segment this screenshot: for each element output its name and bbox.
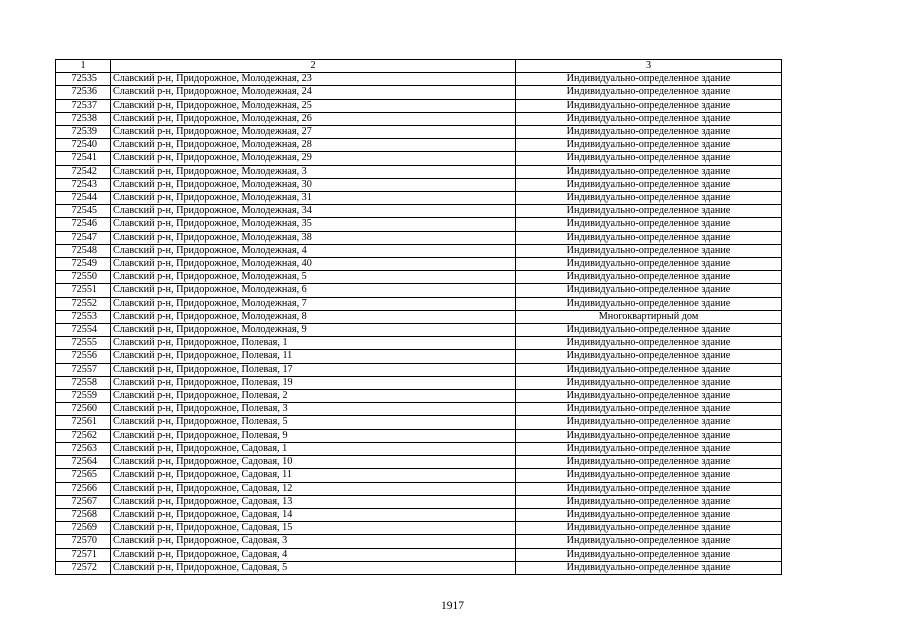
- record-number-cell: 72562: [56, 429, 111, 442]
- table-row: [56, 218, 782, 231]
- record-number-cell: 72542: [56, 165, 111, 178]
- address-cell: Славский р-н, Придорожное, Молодежная, 25: [111, 99, 516, 112]
- record-number-cell: 72571: [56, 548, 111, 561]
- object-type-cell: Индивидуально-определенное здание: [516, 192, 782, 205]
- table-header-row: [56, 60, 782, 73]
- object-type-cell: Индивидуально-определенное здание: [516, 297, 782, 310]
- address-cell: Славский р-н, Придорожное, Молодежная, 4: [111, 244, 516, 257]
- record-number-cell: 72543: [56, 178, 111, 191]
- record-number-cell: 72565: [56, 469, 111, 482]
- address-cell: Славский р-н, Придорожное, Полевая, 1: [111, 337, 516, 350]
- object-type-cell: Индивидуально-определенное здание: [516, 99, 782, 112]
- record-number-cell: 72546: [56, 218, 111, 231]
- record-number-cell: 72560: [56, 403, 111, 416]
- address-cell: Славский р-н, Придорожное, Молодежная, 6: [111, 284, 516, 297]
- object-type-cell: Индивидуально-определенное здание: [516, 508, 782, 521]
- object-type-cell: Индивидуально-определенное здание: [516, 442, 782, 455]
- address-cell: Славский р-н, Придорожное, Полевая, 3: [111, 403, 516, 416]
- object-type-cell: Индивидуально-определенное здание: [516, 218, 782, 231]
- address-cell: Славский р-н, Придорожное, Полевая, 9: [111, 429, 516, 442]
- address-cell: Славский р-н, Придорожное, Молодежная, 7: [111, 297, 516, 310]
- table-row: [56, 350, 782, 363]
- address-cell: Славский р-н, Придорожное, Полевая, 17: [111, 363, 516, 376]
- table-row: [56, 178, 782, 191]
- table-row: [56, 112, 782, 125]
- table-row: [56, 376, 782, 389]
- table-row: [56, 482, 782, 495]
- record-number-cell: 72557: [56, 363, 111, 376]
- object-type-cell: Индивидуально-определенное здание: [516, 535, 782, 548]
- table-row: [56, 99, 782, 112]
- object-type-cell: Индивидуально-определенное здание: [516, 376, 782, 389]
- registry-table: [55, 59, 782, 575]
- object-type-cell: Индивидуально-определенное здание: [516, 403, 782, 416]
- address-cell: Славский р-н, Придорожное, Молодежная, 30: [111, 178, 516, 191]
- record-number-cell: 72536: [56, 86, 111, 99]
- table-row: [56, 231, 782, 244]
- page-number: 1917: [441, 600, 464, 612]
- table-row: [56, 324, 782, 337]
- table-row: [56, 165, 782, 178]
- record-number-cell: 72563: [56, 442, 111, 455]
- object-type-cell: Индивидуально-определенное здание: [516, 205, 782, 218]
- table-row: [56, 284, 782, 297]
- object-type-cell: Индивидуально-определенное здание: [516, 429, 782, 442]
- object-type-cell: Индивидуально-определенное здание: [516, 73, 782, 86]
- object-type-cell: Индивидуально-определенное здание: [516, 165, 782, 178]
- object-type-cell: Индивидуально-определенное здание: [516, 390, 782, 403]
- address-cell: Славский р-н, Придорожное, Садовая, 4: [111, 548, 516, 561]
- record-number-cell: 72551: [56, 284, 111, 297]
- record-number-cell: 72548: [56, 244, 111, 257]
- object-type-cell: Индивидуально-определенное здание: [516, 86, 782, 99]
- record-number-cell: 72544: [56, 192, 111, 205]
- address-cell: Славский р-н, Придорожное, Молодежная, 40: [111, 258, 516, 271]
- record-number-cell: 72568: [56, 508, 111, 521]
- table-row: [56, 403, 782, 416]
- object-type-cell: Индивидуально-определенное здание: [516, 548, 782, 561]
- address-cell: Славский р-н, Придорожное, Полевая, 11: [111, 350, 516, 363]
- table-row: [56, 271, 782, 284]
- object-type-cell: Индивидуально-определенное здание: [516, 522, 782, 535]
- address-cell: Славский р-н, Придорожное, Полевая, 19: [111, 376, 516, 389]
- record-number-cell: 72550: [56, 271, 111, 284]
- table-row: [56, 495, 782, 508]
- address-cell: Славский р-н, Придорожное, Молодежная, 9: [111, 324, 516, 337]
- record-number-cell: 72554: [56, 324, 111, 337]
- object-type-cell: Индивидуально-определенное здание: [516, 482, 782, 495]
- record-number-cell: 72539: [56, 126, 111, 139]
- record-number-cell: 72567: [56, 495, 111, 508]
- address-cell: Славский р-н, Придорожное, Садовая, 1: [111, 442, 516, 455]
- record-number-cell: 72564: [56, 456, 111, 469]
- address-cell: Славский р-н, Придорожное, Молодежная, 38: [111, 231, 516, 244]
- table-row: [56, 297, 782, 310]
- column-header-1: 1: [56, 60, 111, 73]
- object-type-cell: Индивидуально-определенное здание: [516, 495, 782, 508]
- table-row: [56, 205, 782, 218]
- record-number-cell: 72569: [56, 522, 111, 535]
- address-cell: Славский р-н, Придорожное, Молодежная, 26: [111, 112, 516, 125]
- table-row: [56, 390, 782, 403]
- address-cell: Славский р-н, Придорожное, Садовая, 10: [111, 456, 516, 469]
- address-cell: Славский р-н, Придорожное, Садовая, 11: [111, 469, 516, 482]
- table-row: [56, 73, 782, 86]
- record-number-cell: 72549: [56, 258, 111, 271]
- object-type-cell: Индивидуально-определенное здание: [516, 324, 782, 337]
- table-row: [56, 469, 782, 482]
- record-number-cell: 72556: [56, 350, 111, 363]
- record-number-cell: 72541: [56, 152, 111, 165]
- address-cell: Славский р-н, Придорожное, Полевая, 2: [111, 390, 516, 403]
- address-cell: Славский р-н, Придорожное, Молодежная, 34: [111, 205, 516, 218]
- object-type-cell: Индивидуально-определенное здание: [516, 126, 782, 139]
- record-number-cell: 72537: [56, 99, 111, 112]
- table-row: [56, 442, 782, 455]
- record-number-cell: 72558: [56, 376, 111, 389]
- object-type-cell: Индивидуально-определенное здание: [516, 363, 782, 376]
- record-number-cell: 72561: [56, 416, 111, 429]
- record-number-cell: 72535: [56, 73, 111, 86]
- address-cell: Славский р-н, Придорожное, Молодежная, 28: [111, 139, 516, 152]
- record-number-cell: 72547: [56, 231, 111, 244]
- object-type-cell: Индивидуально-определенное здание: [516, 244, 782, 257]
- address-cell: Славский р-н, Придорожное, Садовая, 5: [111, 561, 516, 574]
- table-row: [56, 244, 782, 257]
- record-number-cell: 72553: [56, 310, 111, 323]
- object-type-cell: Индивидуально-определенное здание: [516, 469, 782, 482]
- address-cell: Славский р-н, Придорожное, Молодежная, 24: [111, 86, 516, 99]
- table-row: [56, 522, 782, 535]
- address-cell: Славский р-н, Придорожное, Полевая, 5: [111, 416, 516, 429]
- table-row: [56, 416, 782, 429]
- registry-table-body: [56, 60, 782, 575]
- record-number-cell: 72552: [56, 297, 111, 310]
- record-number-cell: 72538: [56, 112, 111, 125]
- object-type-cell: Индивидуально-определенное здание: [516, 139, 782, 152]
- address-cell: Славский р-н, Придорожное, Молодежная, 31: [111, 192, 516, 205]
- address-cell: Славский р-н, Придорожное, Молодежная, 3: [111, 165, 516, 178]
- table-row: [56, 429, 782, 442]
- address-cell: Славский р-н, Придорожное, Садовая, 12: [111, 482, 516, 495]
- table-row: [56, 258, 782, 271]
- table-row: [56, 126, 782, 139]
- object-type-cell: Индивидуально-определенное здание: [516, 258, 782, 271]
- table-row: [56, 535, 782, 548]
- record-number-cell: 72540: [56, 139, 111, 152]
- table-row: [56, 337, 782, 350]
- address-cell: Славский р-н, Придорожное, Молодежная, 27: [111, 126, 516, 139]
- object-type-cell: Индивидуально-определенное здание: [516, 231, 782, 244]
- table-row: [56, 456, 782, 469]
- address-cell: Славский р-н, Придорожное, Молодежная, 5: [111, 271, 516, 284]
- record-number-cell: 72555: [56, 337, 111, 350]
- object-type-cell: Индивидуально-определенное здание: [516, 152, 782, 165]
- table-row: [56, 508, 782, 521]
- address-cell: Славский р-н, Придорожное, Молодежная, 8: [111, 310, 516, 323]
- address-cell: Славский р-н, Придорожное, Молодежная, 23: [111, 73, 516, 86]
- table-row: [56, 152, 782, 165]
- column-header-3: 3: [516, 60, 782, 73]
- record-number-cell: 72572: [56, 561, 111, 574]
- address-cell: Славский р-н, Придорожное, Садовая, 14: [111, 508, 516, 521]
- object-type-cell: Индивидуально-определенное здание: [516, 284, 782, 297]
- table-row: [56, 548, 782, 561]
- table-row: [56, 192, 782, 205]
- object-type-cell: Индивидуально-определенное здание: [516, 350, 782, 363]
- record-number-cell: 72570: [56, 535, 111, 548]
- object-type-cell: Многоквартирный дом: [516, 310, 782, 323]
- object-type-cell: Индивидуально-определенное здание: [516, 178, 782, 191]
- object-type-cell: Индивидуально-определенное здание: [516, 271, 782, 284]
- table-row: [56, 363, 782, 376]
- object-type-cell: Индивидуально-определенное здание: [516, 456, 782, 469]
- address-cell: Славский р-н, Придорожное, Садовая, 3: [111, 535, 516, 548]
- address-cell: Славский р-н, Придорожное, Садовая, 13: [111, 495, 516, 508]
- address-cell: Славский р-н, Придорожное, Садовая, 15: [111, 522, 516, 535]
- object-type-cell: Индивидуально-определенное здание: [516, 337, 782, 350]
- table-row: [56, 561, 782, 574]
- table-row: [56, 86, 782, 99]
- record-number-cell: 72545: [56, 205, 111, 218]
- object-type-cell: Индивидуально-определенное здание: [516, 416, 782, 429]
- column-header-2: 2: [111, 60, 516, 73]
- address-cell: Славский р-н, Придорожное, Молодежная, 29: [111, 152, 516, 165]
- address-cell: Славский р-н, Придорожное, Молодежная, 35: [111, 218, 516, 231]
- object-type-cell: Индивидуально-определенное здание: [516, 561, 782, 574]
- table-row: [56, 310, 782, 323]
- record-number-cell: 72559: [56, 390, 111, 403]
- record-number-cell: 72566: [56, 482, 111, 495]
- object-type-cell: Индивидуально-определенное здание: [516, 112, 782, 125]
- table-row: [56, 139, 782, 152]
